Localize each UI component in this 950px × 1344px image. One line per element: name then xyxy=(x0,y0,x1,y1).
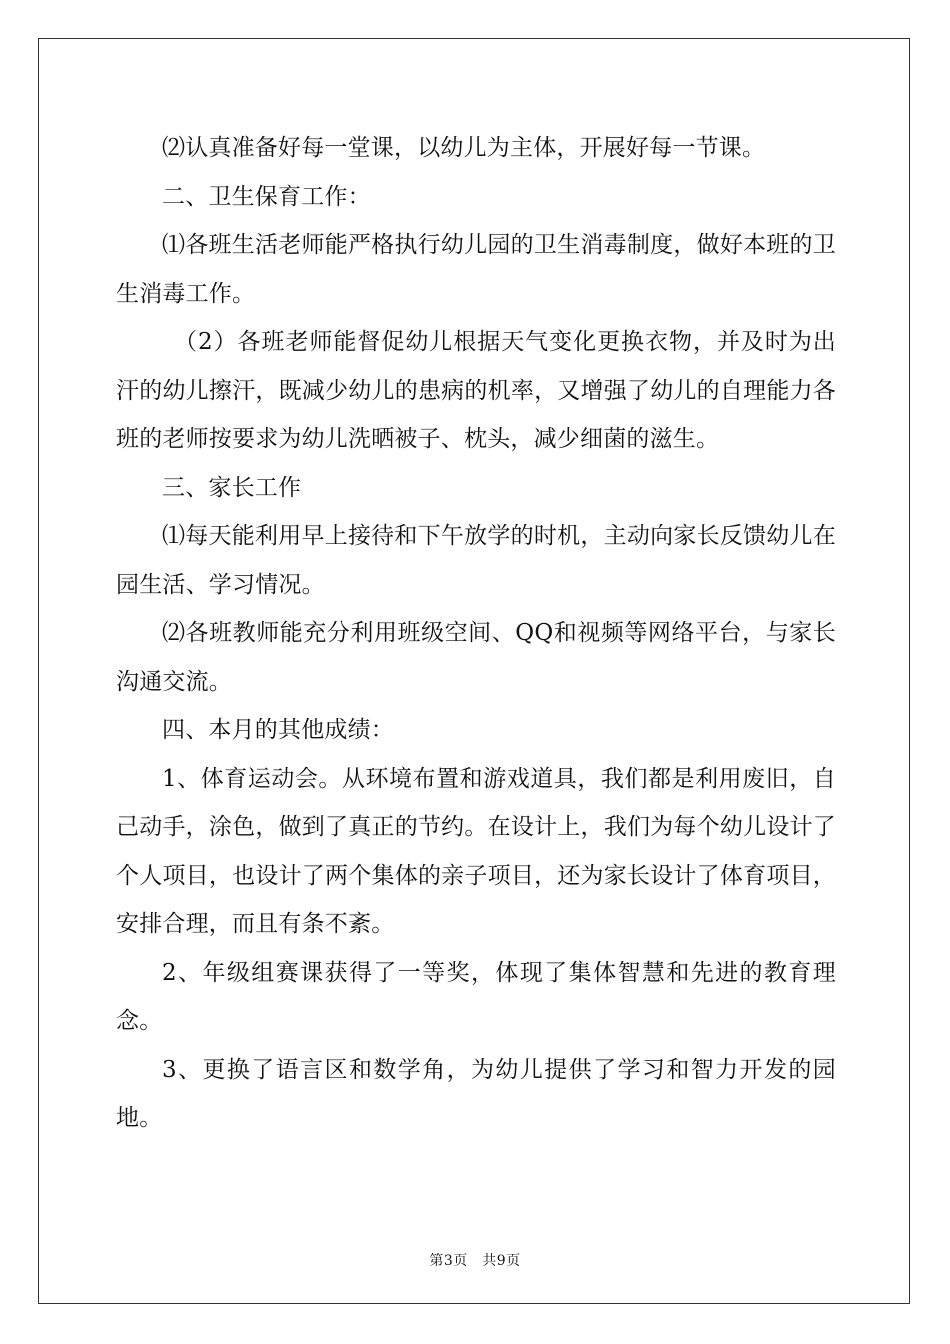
paragraph-1: ⑵认真准备好每一堂课，以幼儿为主体，开展好每一节课。 xyxy=(162,135,766,161)
document-body xyxy=(116,124,836,1143)
paragraph-9: 1、体育运动会。从环境布置和游戏道具，我们都是利用废旧，自己动手，涂色，做到了真正的节约。在设计上，我们为每个幼儿设计了个人项目，也设计了两个集体的亲子项目，还为家长设计了体育项目，安排合理，而且有条不紊。 xyxy=(116,765,836,937)
paragraph-7: ⑵各班教师能充分利用班级空间、QQ和视频等网络平台，与家长沟通交流。 xyxy=(116,620,836,695)
paragraph-11: 3、更换了语言区和数学角，为幼儿提供了学习和智力开发的园地。 xyxy=(116,1056,836,1131)
section-heading-hygiene: 二、卫生保育工作： xyxy=(162,183,371,210)
paragraph-3: ⑴各班生活老师能严格执行幼儿园的卫生消毒制度，做好本班的卫生消毒工作。 xyxy=(116,232,836,307)
paragraph-6: ⑴每天能利用早上接待和下午放学的时机，主动向家长反馈幼儿在园生活、学习情况。 xyxy=(116,523,836,598)
paragraph-10: 2、年级组赛课获得了一等奖，体现了集体智慧和先进的教育理念。 xyxy=(116,959,836,1034)
section-heading-parents: 三、家长工作 xyxy=(162,474,302,501)
page-number-footer: 第3页 共9页 xyxy=(429,1253,521,1269)
paragraph-4: （2）各班老师能督促幼儿根据天气变化更换衣物，并及时为出汗的幼儿擦汗，既减少幼儿的患病的机率，又增强了幼儿的自理能力各班的老师按要求为幼儿洗晒被子、枕头，减少细菌的滋生。 xyxy=(116,329,836,452)
section-heading-achievements: 四、本月的其他成绩： xyxy=(162,717,394,743)
